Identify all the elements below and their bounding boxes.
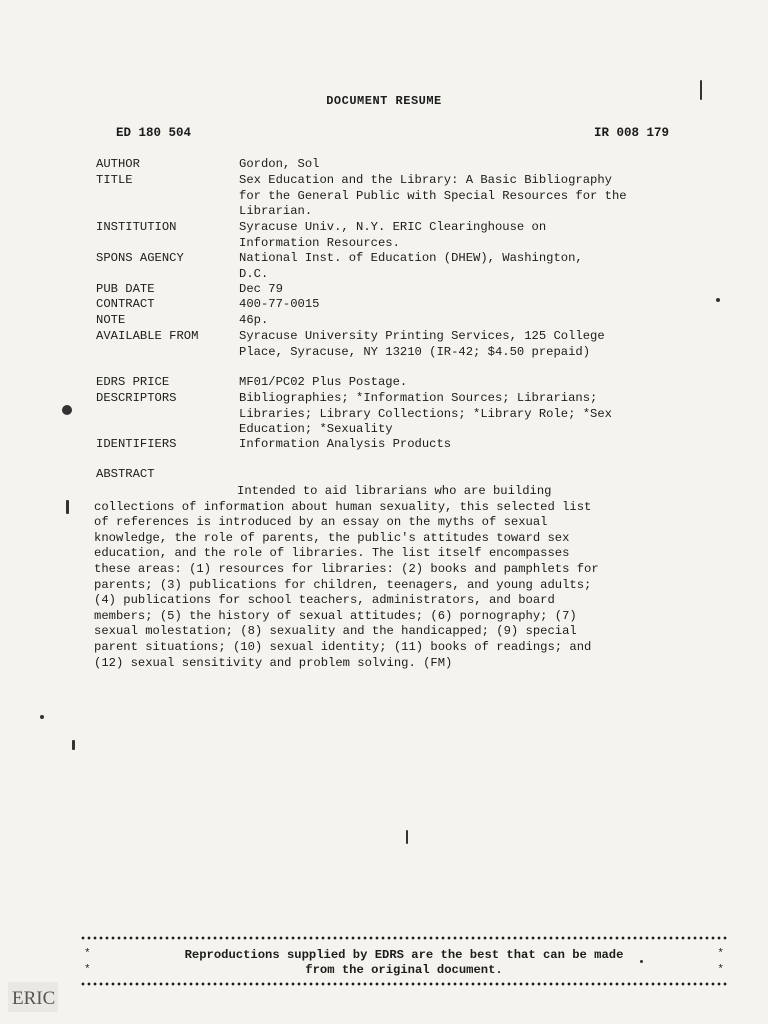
scan-speck [700,80,702,100]
field-value [239,313,729,329]
field-label: PUB DATE [96,282,155,296]
field-value-line: National Inst. of Education (DHEW), Washington, [239,251,583,265]
scan-speck [406,830,408,844]
abstract-line: members; (5) the history of sexual attitudes; (6) pornography; (7) [94,608,577,623]
field-value [239,391,729,438]
field-value-line: Librarian. [239,204,313,218]
asterisk-right-1: * [717,948,724,960]
scan-speck [40,715,44,719]
field-value-line: Education; *Sexuality [239,422,393,436]
reproduction-notice [80,934,728,990]
field-value [239,329,729,360]
abstract-line: knowledge, the role of parents, the public's attitudes toward sex [94,530,570,545]
reproduction-line-1: Reproductions supplied by EDRS are the best that can be made [184,948,624,962]
abstract-line: collections of information about human sexuality, this selected list [94,499,592,514]
field-value [239,437,729,453]
asterisk-right-2: * [717,964,724,976]
abstract-line: of references is introduced by an essay on the myths of sexual [94,515,548,530]
field-value [239,251,729,282]
abstract-line: education, and the role of libraries. The list itself encompasses [94,546,570,561]
asterisk-left-1: * [84,948,91,960]
field-value-line: Syracuse Univ., N.Y. ERIC Clearinghouse on [239,220,547,234]
asterisk-border-bottom [80,982,728,986]
abstract-line: (12) sexual sensitivity and problem solving. (FM) [94,655,453,670]
field-value-line: 400-77-0015 [239,297,320,311]
field-value-line: Syracuse University Printing Services, 125 College [239,329,605,343]
reproduction-line-2: from the original document. [305,963,503,977]
field-value [239,282,729,298]
field-label: NOTE [96,313,126,327]
field-value-line: Gordon, Sol [239,157,320,171]
asterisk-left-2: * [84,964,91,976]
field-value [239,375,729,391]
scan-speck [640,960,643,963]
field-label: INSTITUTION [96,220,177,234]
abstract-line: (4) publications for school teachers, administrators, and board [94,593,555,608]
eric-logo-text: ERIC [12,988,56,1009]
field-label: IDENTIFIERS [96,437,177,451]
field-label: EDRS PRICE [96,375,170,389]
field-value-line: Bibliographies; *Information Sources; Librarians; [239,391,598,405]
field-value-line: Information Resources. [239,235,400,250]
field-value [239,220,729,251]
abstract-label: ABSTRACT [96,467,155,481]
abstract-line: parents; (3) publications for children, teenagers, and young adults; [94,577,592,592]
field-value-line: D.C. [239,266,269,281]
abstract-line: parent situations; (10) sexual identity; (11) books of readings; and [94,639,592,654]
ed-number: ED 180 504 [116,126,192,140]
field-value-line: 46p. [239,313,269,327]
abstract-line: Intended to aid librarians who are building [237,484,552,498]
field-label: CONTRACT [96,297,155,311]
field-value-line: Dec 79 [239,282,283,296]
field-value [239,297,729,313]
field-label: AUTHOR [96,157,140,171]
field-label: TITLE [96,173,133,187]
document-heading: DOCUMENT RESUME [326,94,442,108]
field-value-line: Information Analysis Products [239,437,452,451]
field-value-line: Sex Education and the Library: A Basic Bibliography [239,173,612,187]
scan-speck [62,405,72,415]
field-value-line: for the General Public with Special Resources for the [239,188,627,203]
scan-speck [716,298,720,302]
field-label: AVAILABLE FROM [96,329,199,343]
scan-speck [72,740,75,750]
abstract-line: sexual molestation; (8) sexuality and the handicapped; (9) special [94,624,577,639]
field-value-line: Place, Syracuse, NY 13210 (IR-42; $4.50 prepaid) [239,344,591,359]
field-label: SPONS AGENCY [96,251,184,265]
abstract-text [94,484,714,671]
field-value [239,173,729,220]
field-value-line: Libraries; Library Collections; *Library Role; *Sex [239,406,612,421]
field-value [239,157,729,173]
asterisk-border-top [80,936,728,940]
field-value-line: MF01/PC02 Plus Postage. [239,375,408,389]
eric-logo [8,982,58,1012]
scan-speck [66,500,69,514]
field-label: DESCRIPTORS [96,391,177,405]
ir-number: IR 008 179 [594,126,670,140]
abstract-line: these areas: (1) resources for libraries: (2) books and pamphlets for [94,561,599,576]
